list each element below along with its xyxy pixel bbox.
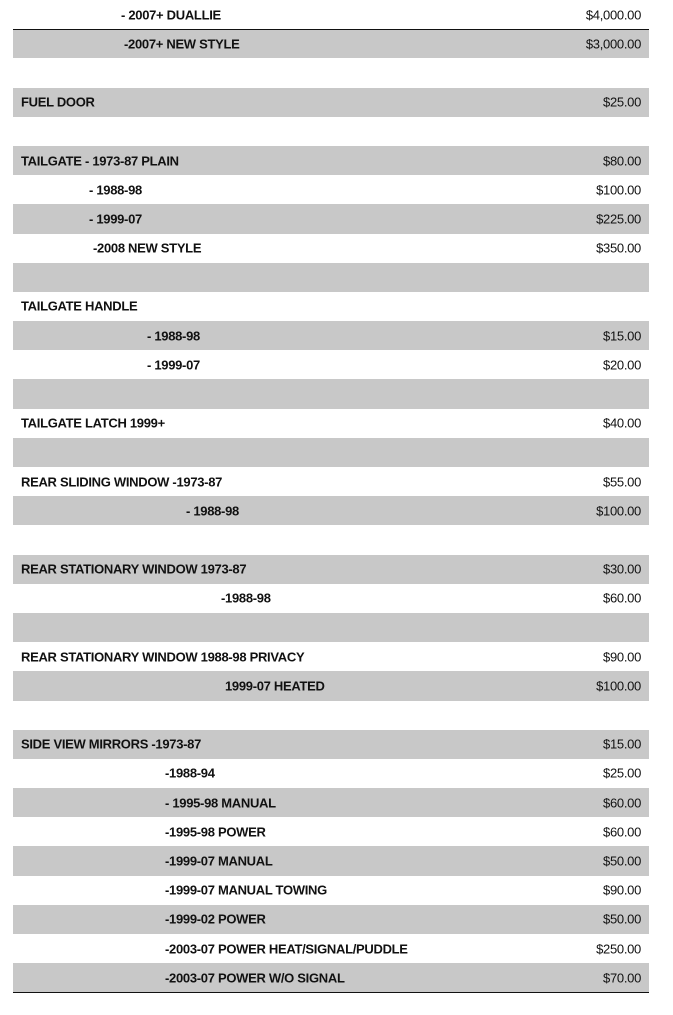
- item-price: $60.00: [603, 590, 641, 606]
- item-description: -1999-07 MANUAL: [165, 853, 273, 869]
- item-price: $90.00: [603, 649, 641, 665]
- table-row: [13, 788, 649, 817]
- item-price: $250.00: [596, 941, 641, 957]
- price-list-table: [13, 0, 649, 993]
- table-row: [13, 88, 649, 117]
- item-description: -2008 NEW STYLE: [93, 240, 202, 256]
- table-row: [13, 438, 649, 467]
- item-price: $30.00: [603, 561, 641, 577]
- item-price: $20.00: [603, 357, 641, 373]
- table-row: [13, 934, 649, 963]
- item-price: $50.00: [603, 911, 641, 927]
- table-row: [13, 204, 649, 233]
- table-row: [13, 555, 649, 584]
- item-description: -1988-98: [221, 590, 271, 606]
- table-row: [13, 350, 649, 379]
- item-price: $225.00: [596, 211, 641, 227]
- item-description: TAILGATE - 1973-87 PLAIN: [21, 153, 179, 169]
- item-description: - 1988-98: [89, 182, 142, 198]
- item-description: -2003-07 POWER HEAT/SIGNAL/PUDDLE: [165, 941, 408, 957]
- item-price: $4,000.00: [585, 7, 641, 23]
- item-description: REAR STATIONARY WINDOW 1988-98 PRIVACY: [21, 649, 305, 665]
- item-price: $15.00: [603, 736, 641, 752]
- item-description: -1999-07 MANUAL TOWING: [165, 882, 327, 898]
- item-price: $80.00: [603, 153, 641, 169]
- table-row: [13, 905, 649, 934]
- table-row: [13, 234, 649, 263]
- table-row: [13, 29, 649, 58]
- table-row: [13, 467, 649, 496]
- item-description: - 1999-07: [89, 211, 142, 227]
- table-row: [13, 379, 649, 408]
- item-description: TAILGATE HANDLE: [21, 298, 138, 314]
- item-description: 1999-07 HEATED: [225, 678, 325, 694]
- table-row: [13, 730, 649, 759]
- table-row: [13, 963, 649, 992]
- item-price: $60.00: [603, 824, 641, 840]
- item-description: - 1988-98: [147, 328, 200, 344]
- item-description: FUEL DOOR: [21, 94, 95, 110]
- table-row: [13, 671, 649, 700]
- table-row: [13, 876, 649, 905]
- item-description: -1999-02 POWER: [165, 911, 266, 927]
- item-description: -2007+ NEW STYLE: [124, 36, 240, 52]
- table-row: [13, 525, 649, 554]
- item-price: $60.00: [603, 795, 641, 811]
- item-price: $25.00: [603, 94, 641, 110]
- item-price: $100.00: [596, 182, 641, 198]
- item-description: - 1999-07: [147, 357, 200, 373]
- table-bottom-rule: [13, 992, 649, 993]
- item-description: -1995-98 POWER: [165, 824, 266, 840]
- item-description: -2003-07 POWER W/O SIGNAL: [165, 970, 345, 986]
- table-row: [13, 321, 649, 350]
- table-row: [13, 58, 649, 87]
- item-price: $50.00: [603, 853, 641, 869]
- table-row: [13, 409, 649, 438]
- table-row: [13, 496, 649, 525]
- item-price: $350.00: [596, 240, 641, 256]
- item-description: TAILGATE LATCH 1999+: [21, 415, 165, 431]
- table-row: [13, 263, 649, 292]
- item-description: SIDE VIEW MIRRORS -1973-87: [21, 736, 202, 752]
- item-description: REAR SLIDING WINDOW -1973-87: [21, 474, 223, 490]
- table-row: [13, 642, 649, 671]
- table-row: [13, 701, 649, 730]
- item-price: $90.00: [603, 882, 641, 898]
- table-row: [13, 175, 649, 204]
- item-price: $15.00: [603, 328, 641, 344]
- item-price: $100.00: [596, 503, 641, 519]
- item-description: - 1988-98: [186, 503, 239, 519]
- item-price: $3,000.00: [585, 36, 641, 52]
- item-description: -1988-94: [165, 765, 215, 781]
- table-row: [13, 613, 649, 642]
- table-row: [13, 817, 649, 846]
- item-price: $100.00: [596, 678, 641, 694]
- table-row: [13, 0, 649, 29]
- table-row: [13, 846, 649, 875]
- table-row: [13, 759, 649, 788]
- item-price: $55.00: [603, 474, 641, 490]
- table-row: [13, 584, 649, 613]
- item-price: $70.00: [603, 970, 641, 986]
- item-description: - 2007+ DUALLIE: [121, 7, 221, 23]
- table-row: [13, 146, 649, 175]
- item-price: $40.00: [603, 415, 641, 431]
- item-description: - 1995-98 MANUAL: [165, 795, 276, 811]
- item-price: $25.00: [603, 765, 641, 781]
- table-row: [13, 292, 649, 321]
- item-description: REAR STATIONARY WINDOW 1973-87: [21, 561, 247, 577]
- table-row: [13, 117, 649, 146]
